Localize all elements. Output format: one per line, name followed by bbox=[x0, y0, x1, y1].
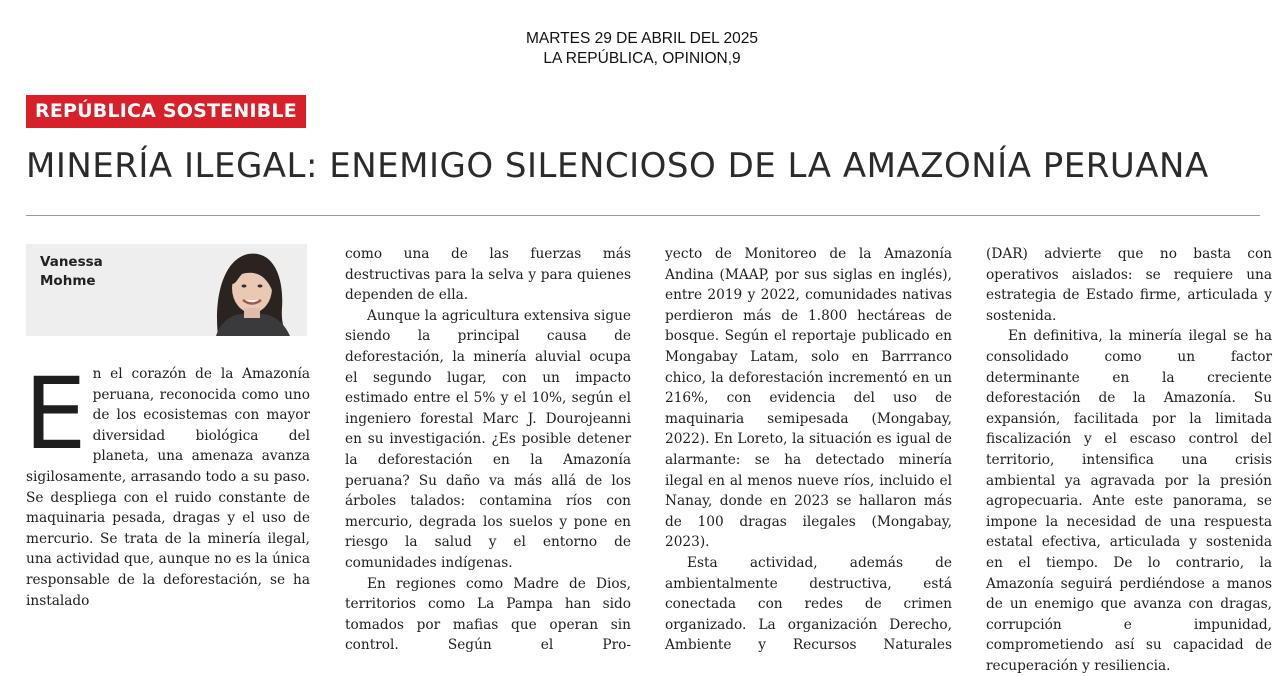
paragraph: Esta actividad, además de ambientalmente destructiva, está conectada con redes de crimen organizado. La organización Derecho, Ambiente y Recursos Naturales bbox=[665, 554, 952, 654]
author-portrait-icon bbox=[196, 238, 296, 336]
article-column-1 bbox=[24, 357, 310, 611]
paragraph: yecto de Monitoreo de la Amazonía Andina (MAAP, por sus siglas en inglés), entre 2019 y 2022, comunidades nativas perdieron más de 1.800 hectáreas de bosque. Según el reportaje publicado en Mongabay Latam, solo en Barrranco chico, la deforestación incrementó en un 216%, con evidencia del uso de maquinaria semipesada (Mongabay, 2022). En Loreto, la situación es igual de alarmante: se ha detectado minería ilegal en al menos nueve ríos, incluido el Nanay, donde en 2023 se hallaron más de 100 dragas ilegales (Mongabay, 2023). bbox=[665, 246, 952, 551]
author-last-name: Mohme bbox=[40, 273, 96, 289]
paragraph: Aunque la agricultura extensiva sigue siendo la principal causa de deforestación, la minería aluvial ocupa el segundo lugar, con un impacto estimado entre el 5% y el 10%, según el ingeniero forestal Marc J. Dourojeanni en su investigación. ¿Es posible detener la deforestación en la Amazonía peruana? Su daño va más allá de los árboles talados: contamina ríos con mercurio, degrada los suelos y pone en riesgo la salud y el entorno de comunidades indígenas. bbox=[345, 307, 631, 571]
article-headline: MINERÍA ILEGAL: ENEMIGO SILENCIOSO DE LA AMAZONÍA PERUANA bbox=[26, 146, 1209, 186]
issue-date: MARTES 29 DE ABRIL DEL 2025 bbox=[525, 30, 759, 47]
author-first-name: Vanessa bbox=[40, 254, 103, 270]
page-header bbox=[0, 29, 1284, 69]
paragraph: En definitiva, la minería ilegal se ha consolidado como un factor determinante en la creciente deforestación de la Amazonía. Su expansión, facilitada por la limitada fiscalización y el escaso control del territorio, intensifica una crisis ambiental ya agravada por la presión agropecuaria. Ante este panorama, se impone la necesidad de una respuesta estatal efectiva, articulada y sostenida en el tiempo. De lo contrario, la Amazonía seguirá perdiéndose a manos de un enemigo que avanza con dragas, corrupción e impunidad, comprometiendo así su capacidad de recuperación y resiliencia. bbox=[986, 328, 1272, 674]
article-column-4 bbox=[986, 244, 1272, 676]
section-kicker: REPÚBLICA SOSTENIBLE bbox=[26, 95, 306, 128]
headline-divider bbox=[26, 215, 1260, 216]
publication-page: LA REPÚBLICA, OPINION,9 bbox=[543, 50, 741, 67]
article-column-3 bbox=[665, 244, 952, 656]
author-name bbox=[40, 253, 160, 291]
paragraph: (DAR) advierte que no basta con operativos aislados: se requiere una estrategia de Estado firme, articulada y sostenida. bbox=[986, 246, 1272, 324]
paragraph: como una de las fuerzas más destructivas para la selva y para quienes dependen de ella. bbox=[345, 246, 631, 304]
paragraph: En regiones como Madre de Dios, territorios como La Pampa han sido tomados por mafias que operan sin control. Según el Pro- bbox=[345, 575, 631, 654]
drop-cap: E bbox=[24, 357, 87, 472]
author-box bbox=[26, 244, 307, 336]
article-column-2 bbox=[345, 244, 631, 656]
paragraph: n el corazón de la Amazonía peruana, reconocida como uno de los ecosistemas con mayor diversidad biológica del planeta, una amenaza avanza sigilosamente, arrasando todo a su paso. Se despliega con el ruido constante de maquinaria pesada, dragas y el uso de mercurio. Se trata de la minería ilegal, una actividad que, aunque no es la única responsable de la deforestación, se ha instalado bbox=[26, 366, 310, 609]
